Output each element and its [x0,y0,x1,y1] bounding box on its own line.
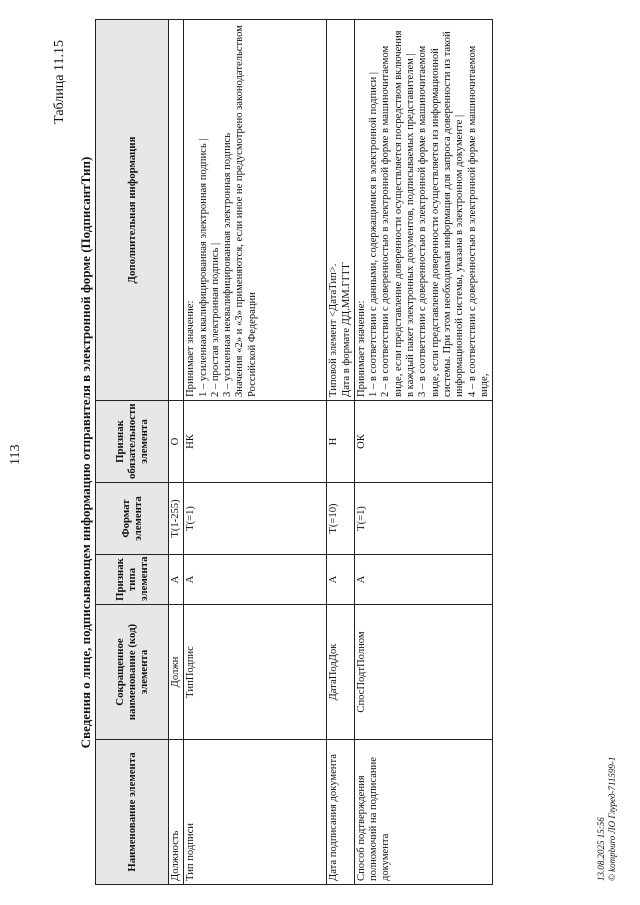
info-line: 2 – в соответствии с доверенностью в электронной форме в машиночитаемом виде, если представление доверенности осуществляется посредством включения в каждый пакет электронных документов, подписываемых представителем | [380,30,417,397]
info-line: 4 – в соответствии с доверенностью в электронной форме в машиночитаемом виде, [466,45,490,397]
table-title: Сведения о лице, подписывающем информацию отправителя в электронной форме (ПодписантТип) [78,156,93,749]
info-line: Дата в формате ДД.ММ.ГГГГ [340,262,352,397]
element-format: T(=1) [184,483,327,555]
info-line: Типовой элемент <ДатаТип>. [328,263,340,397]
element-info [327,20,355,401]
element-info [354,20,492,401]
element-required: Н [327,401,355,483]
element-format: T(=10) [327,483,355,555]
element-required: НК [184,401,327,483]
element-type: А [354,555,492,605]
info-line: Принимает значение: [355,300,367,397]
info-line: 1 – в соответствии с данными, содержащимися в электронной подписи | [368,72,380,397]
stamp-source: © kompburo ЛО Глуред-711599-1 [607,756,617,881]
info-line: 1 – усиленная квалифицированная электронная подпись | [197,138,209,397]
page-number: 113 [8,444,23,465]
element-required: ОК [354,401,492,483]
element-format: T(=1) [354,483,492,555]
data-table [95,19,493,885]
element-type: А [169,555,184,605]
header-cell: Формат элемента [96,483,169,555]
info-line: 2 – простая электронная подпись | [209,242,221,397]
info-line: 3 – в соответствии с доверенностью в электронной форме в машиночитаемом виде, если представление доверенности осуществляется из информационной системы. При этом необходимая информация для запроса доверенности из такой информационной системы, указана в электронном документе | [417,31,466,397]
stamp-date: 13.08.2025 15:56 [596,817,606,881]
header-cell: Сокращенное наименование (код) элемента [96,605,169,740]
element-name: Должность [169,740,184,885]
element-code: Должн [169,605,184,740]
table-number: Таблица 11.15 [52,40,67,124]
element-info [169,20,184,401]
info-line: 3 – усиленная неквалифицированная электронная подпись [222,132,234,397]
element-type: А [184,555,327,605]
element-name: Дата подписания документа [327,740,355,885]
header-row [96,20,169,885]
info-line: Значения «2» и «3» применяются, если иное не предусмотрено законодательством Российской Федерации [234,25,258,397]
element-format: T(1-255) [169,483,184,555]
element-name: Способ подтверждения полномочий на подписание документа [354,740,492,885]
table-row [169,20,184,885]
info-line: Принимает значение: [185,300,197,397]
element-code: ТипПодпис [184,605,327,740]
element-code: ДатаПодДок [327,605,355,740]
header-cell: Наименование элемента [96,740,169,885]
header-cell: Дополнительная информация [96,20,169,401]
table-row [184,20,327,885]
header-cell: Признак обязательности элемента [96,401,169,483]
document-stamp [596,757,618,881]
table-row [327,20,355,885]
element-name: Тип подписи [184,740,327,885]
element-type: А [327,555,355,605]
element-code: СпосПодтПолном [354,605,492,740]
header-cell: Признак типа элемента [96,555,169,605]
element-required: О [169,401,184,483]
table-row [354,20,492,885]
element-info [184,20,327,401]
